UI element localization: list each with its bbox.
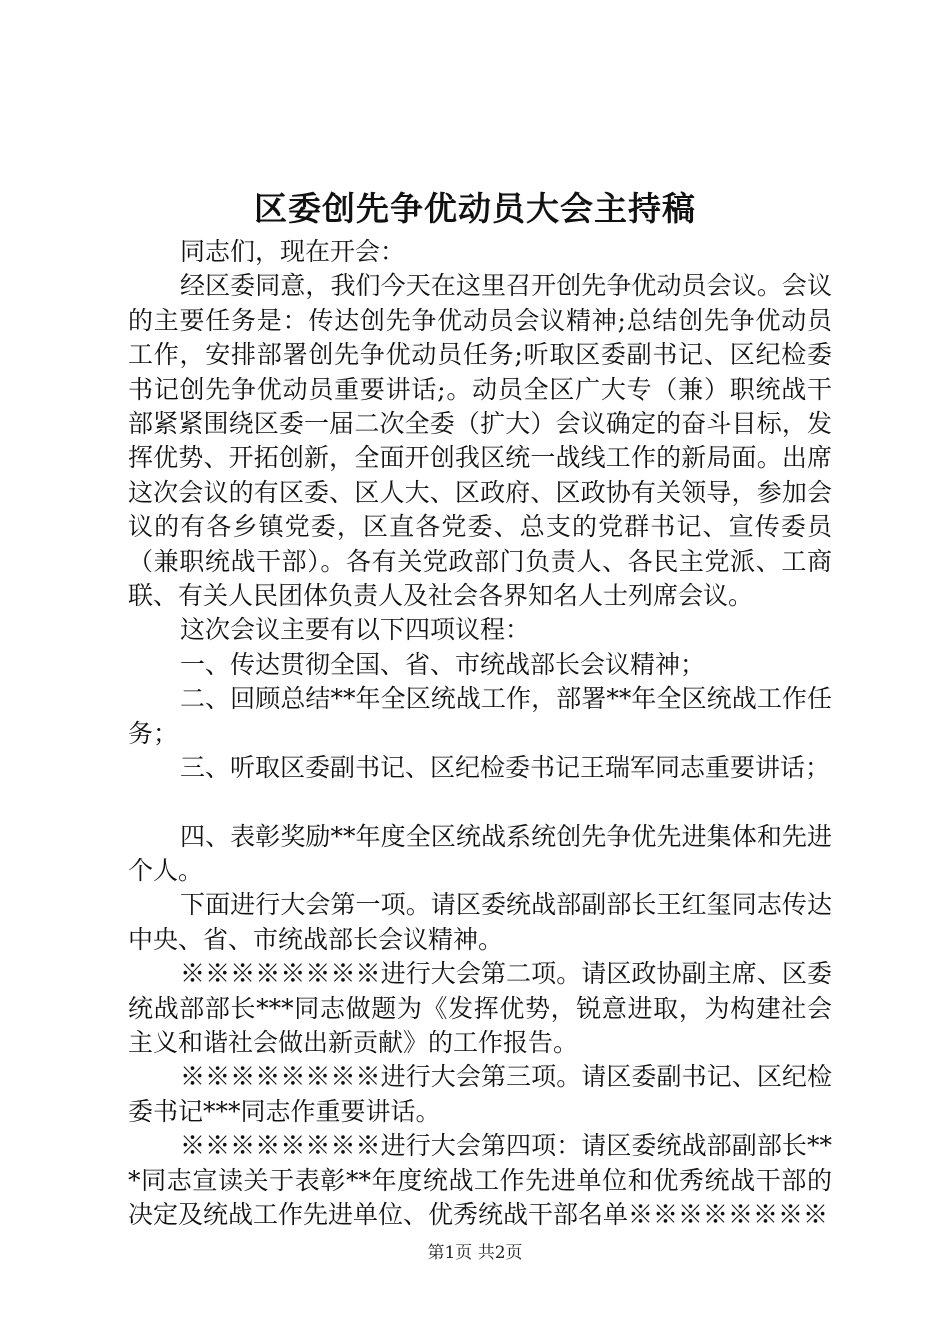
page-footer: 第1页 共2页: [427, 1243, 523, 1263]
paragraph-agenda-item-4: 四、表彰奖励**年度全区统战系统创先争优先进集体和先进个人。: [128, 821, 832, 885]
paragraph-item-two: ※※※※※※※※进行大会第二项。请区政协副主席、区委统战部部长***同志做题为《发挥优势，锐意进取，为构建社会主义和谐社会做出新贡献》的工作报告。: [128, 959, 832, 1057]
document-title: 区委创先争优动员大会主持稿: [254, 189, 696, 228]
paragraph-item-one: 下面进行大会第一项。请区委统战部副部长王红玺同志传达中央、省、市统战部长会议精神。: [128, 890, 832, 954]
paragraph-introduction: 经区委同意，我们今天在这里召开创先争优动员会议。会议的主要任务是：传达创先争优动员会议精神;总结创先争优动员工作，安排部署创先争优动员任务;听取区委副书记、区纪检委书记创先争优动员重要讲话;。动员全区广大专（兼）职统战干部紧紧围绕区委一届二次全委（扩大）会议确定的奋斗目标，发挥优势、开拓创新，全面开创我区统一战线工作的新局面。出席这次会议的有区委、区人大、区政府、区政协有关领导，参加会议的有各乡镇党委，区直各党委、总支的党群书记、宣传委员（兼职统战干部）。各有关党政部门负责人、各民主党派、工商联、有关人民团体负责人及社会各界知名人士列席会议。: [128, 271, 832, 611]
paragraph-agenda-item-3: 三、听取区委副书记、区纪检委书记王瑞军同志重要讲话；: [180, 753, 831, 783]
paragraph-item-three: ※※※※※※※※进行大会第三项。请区委副书记、区纪检委书记***同志作重要讲话。: [128, 1062, 832, 1126]
paragraph-item-four: ※※※※※※※※进行大会第四项：请区委统战部副部长***同志宣读关于表彰**年度统战工作先进单位和优秀统战干部的决定及统战工作先进单位、优秀统战干部名单※※※※※※※※: [128, 1131, 832, 1229]
paragraph-agenda-intro: 这次会议主要有以下四项议程：: [180, 615, 531, 645]
document-body: [128, 235, 832, 1232]
paragraph-agenda-item-2: 二、回顾总结**年全区统战工作，部署**年全区统战工作任务；: [128, 684, 832, 748]
paragraph-agenda-item-1: 一、传达贯彻全国、省、市统战部长会议精神；: [180, 649, 706, 679]
paragraph-greeting: 同志们，现在开会：: [180, 237, 406, 266]
